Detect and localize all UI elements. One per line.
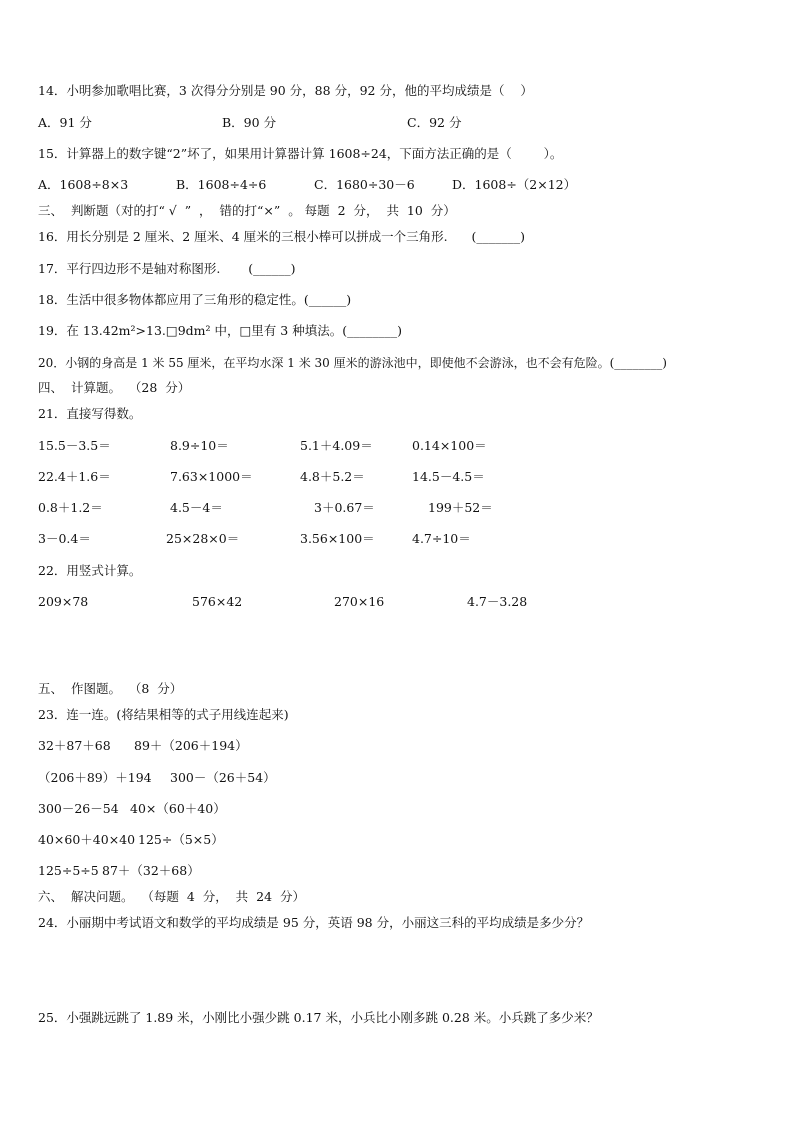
match-right-item: 87＋（32＋68）	[102, 863, 200, 878]
question-21-stem: 21．直接写得数。	[38, 406, 142, 421]
calc-item: 199＋52＝	[428, 500, 493, 515]
section-3-heading: 三、 判断题（对的打“ √ ” ， 错的打“×” 。 每题 2 分， 共 10 分）	[38, 203, 456, 218]
calc-item: 5.1＋4.09＝	[300, 438, 373, 453]
match-right-item: 125÷（5×5）	[138, 832, 224, 847]
calc-item: 25×28×0＝	[166, 531, 240, 546]
calc-item: 3＋0.67＝	[314, 500, 375, 515]
calc-item: 0.8＋1.2＝	[38, 500, 103, 515]
question-24: 24．小丽期中考试语文和数学的平均成绩是 95 分，英语 98 分，小丽这三科的平均成绩是多少分？	[38, 915, 590, 930]
calc-item: 4.5－4＝	[170, 500, 223, 515]
vertical-calc-item: 270×16	[334, 594, 385, 609]
vertical-calc-item: 4.7－3.28	[467, 594, 528, 609]
match-right-item: 40×（60＋40）	[130, 801, 226, 816]
section-4-heading: 四、 计算题。 （28 分）	[38, 380, 191, 395]
question-14-stem: 14．小明参加歌唱比赛，3 次得分分别是 90 分，88 分，92 分，他的平均成绩是（ ）	[38, 83, 533, 98]
question-25: 25．小强跳远跳了 1.89 米，小刚比小强少跳 0.17 米，小兵比小刚多跳 0.28 米。小兵跳了多少米？	[38, 1010, 599, 1025]
question-23-stem: 23．连一连。(将结果相等的式子用线连起来)	[38, 707, 289, 722]
calc-item: 15.5－3.5＝	[38, 438, 111, 453]
question-15-option-c: C．1680÷30－6	[314, 177, 415, 192]
calc-item: 22.4＋1.6＝	[38, 469, 111, 484]
calc-item: 4.7÷10＝	[412, 531, 471, 546]
calc-item: 3.56×100＝	[300, 531, 375, 546]
match-left-item: 125÷5÷5	[38, 863, 99, 878]
vertical-calc-item: 209×78	[38, 594, 89, 609]
match-left-item: 300－26－54	[38, 801, 119, 816]
question-14-option-a: A．91 分	[38, 115, 92, 130]
question-20: 20．小钢的身高是 1 米 55 厘米，在平均水深 1 米 30 厘米的游泳池中，即使他不会游泳，也不会有危险。(________)	[38, 356, 667, 370]
question-19: 19．在 13.42m²>13.□9dm² 中，□里有 3 种填法。(________)	[38, 323, 402, 338]
question-15-option-d: D．1608÷（2×12）	[452, 177, 577, 192]
calc-item: 3－0.4＝	[38, 531, 91, 546]
question-15-option-b: B．1608÷4÷6	[176, 177, 267, 192]
match-right-item: 300－（26＋54）	[170, 770, 276, 785]
calc-item: 4.8＋5.2＝	[300, 469, 365, 484]
section-5-heading: 五、 作图题。 （8 分）	[38, 681, 183, 696]
question-15-stem: 15．计算器上的数字键“2”坏了，如果用计算器计算 1608÷24，下面方法正确的是（ ）。	[38, 146, 563, 161]
question-22-stem: 22．用竖式计算。	[38, 563, 142, 578]
question-17: 17．平行四边形不是轴对称图形. (______)	[38, 261, 296, 276]
question-15-option-a: A．1608÷8×3	[38, 177, 129, 192]
match-right-item: 89＋（206＋194）	[134, 738, 248, 753]
calc-item: 0.14×100＝	[412, 438, 487, 453]
question-18: 18．生活中很多物体都应用了三角形的稳定性。(______)	[38, 292, 352, 307]
calc-item: 8.9÷10＝	[170, 438, 229, 453]
question-16: 16．用长分别是 2 厘米、2 厘米、4 厘米的三根小棒可以拼成一个三角形. (_______)	[38, 229, 525, 244]
match-left-item: 32＋87＋68	[38, 738, 111, 753]
match-left-item: 40×60＋40×40	[38, 832, 136, 847]
question-14-option-c: C．92 分	[407, 115, 462, 130]
match-left-item: （206＋89）＋194	[38, 770, 152, 785]
vertical-calc-item: 576×42	[192, 594, 243, 609]
calc-item: 14.5－4.5＝	[412, 469, 485, 484]
section-6-heading: 六、 解决问题。 （每题 4 分， 共 24 分）	[38, 889, 305, 904]
calc-item: 7.63×1000＝	[170, 469, 253, 484]
question-14-option-b: B．90 分	[222, 115, 277, 130]
